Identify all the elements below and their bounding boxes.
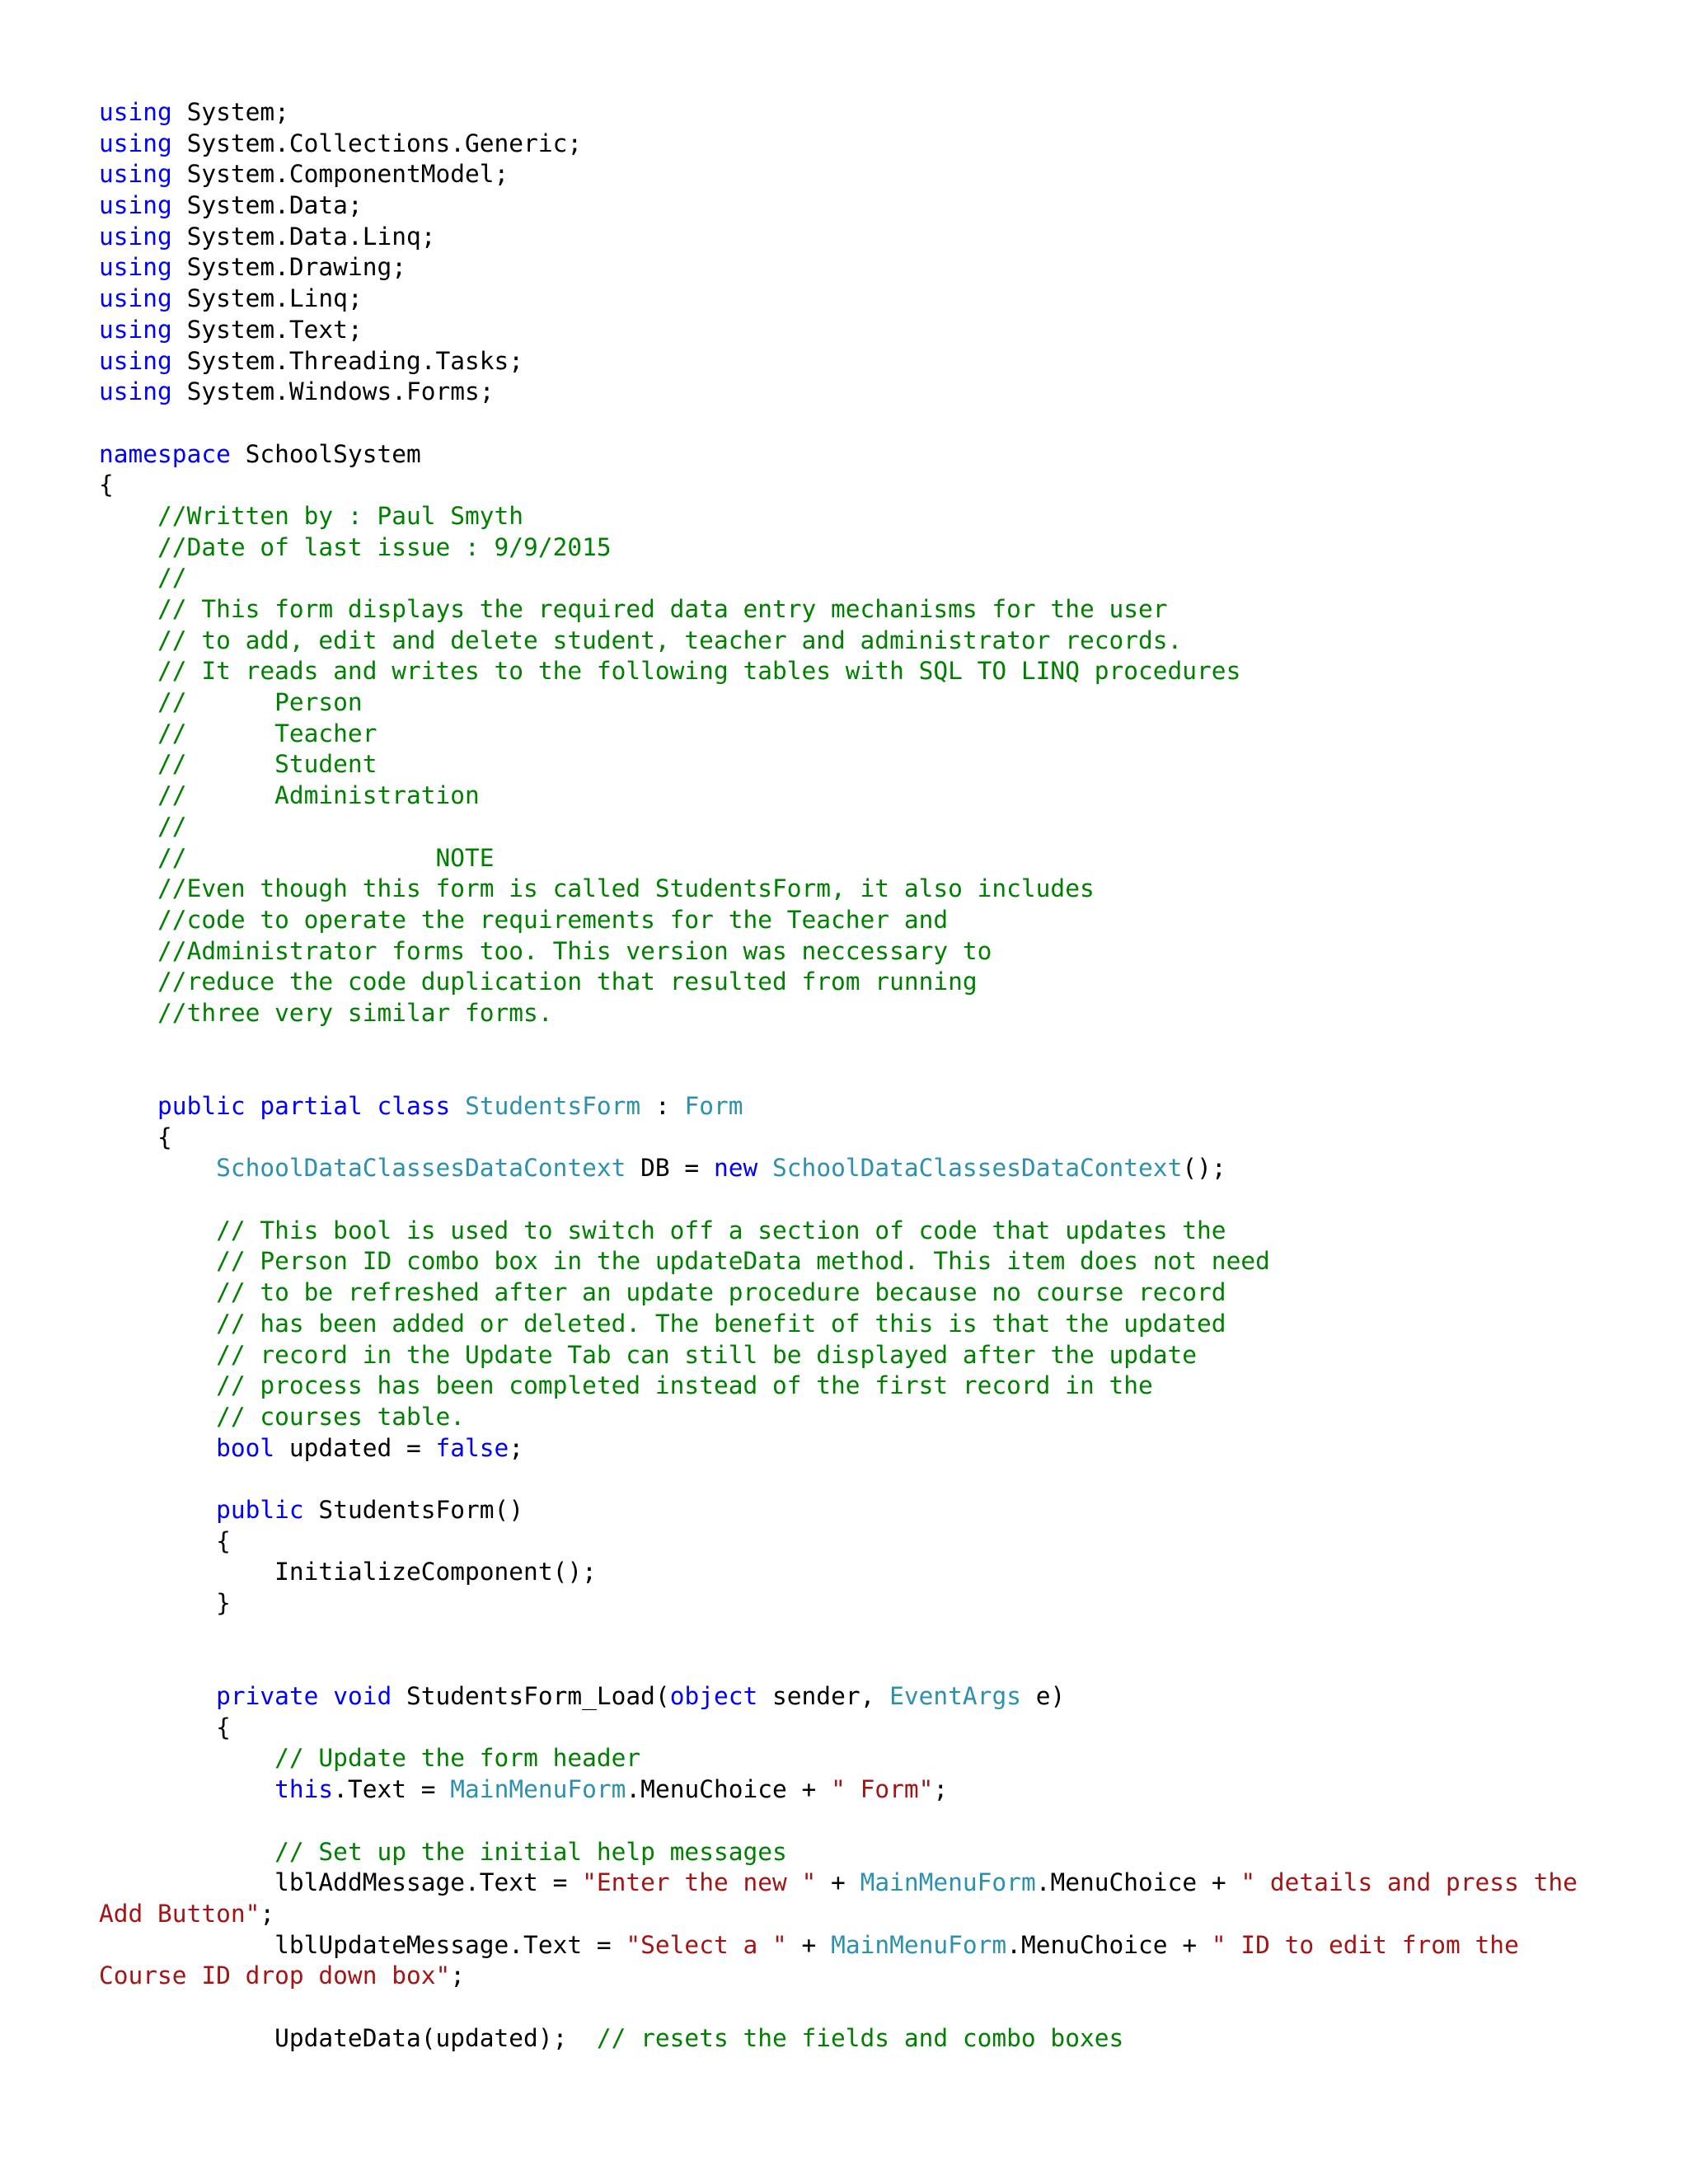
- code-text: [99, 719, 157, 748]
- code-line: [99, 780, 1578, 812]
- keyword-token: using: [99, 253, 172, 282]
- code-text: [246, 1092, 260, 1120]
- comment-token: // resets the fields and combo boxes: [596, 2023, 1124, 2052]
- keyword-token: bool: [216, 1433, 275, 1462]
- comment-token: // record in the Update Tab can still be displayed after the update: [216, 1340, 1198, 1369]
- code-text: [99, 968, 157, 996]
- code-text: [99, 1838, 274, 1866]
- code-text: [99, 937, 157, 965]
- code-line: [99, 1557, 1578, 1588]
- code-line: [99, 1029, 1578, 1061]
- code-line: [99, 346, 1578, 377]
- code-line: [99, 377, 1578, 408]
- code-text: [99, 1154, 216, 1182]
- code-line: [99, 998, 1578, 1029]
- string-token: " details and press the: [1240, 1868, 1578, 1897]
- code-line: [99, 1961, 1578, 1992]
- code-text: ;: [933, 1775, 949, 1804]
- code-line: [99, 1774, 1578, 1806]
- code-text: lblAddMessage.Text =: [99, 1868, 583, 1897]
- code-line: [99, 408, 1578, 439]
- code-text: [99, 1092, 157, 1120]
- code-line: [99, 1806, 1578, 1837]
- code-line: [99, 563, 1578, 594]
- comment-token: // has been added or deleted. The benefit of this is that the updated: [216, 1309, 1226, 1338]
- code-text: .MenuChoice +: [626, 1775, 832, 1804]
- code-text: }: [99, 1589, 231, 1617]
- code-line: [99, 190, 1578, 222]
- code-text: [99, 533, 157, 561]
- code-line: [99, 687, 1578, 719]
- code-text: System.Text;: [171, 315, 363, 344]
- code-text: {: [99, 471, 114, 499]
- code-line: [99, 1930, 1578, 1961]
- comment-token: // courses table.: [216, 1402, 466, 1431]
- string-token: "Enter the new ": [582, 1868, 817, 1897]
- code-line: [99, 1309, 1578, 1340]
- code-text: +: [816, 1868, 860, 1897]
- code-line: [99, 1650, 1578, 1681]
- code-line: [99, 749, 1578, 780]
- keyword-token: using: [99, 346, 172, 375]
- comment-token: // to add, edit and delete student, teacher and administrator records.: [157, 626, 1183, 654]
- code-text: [99, 750, 157, 778]
- code-text: [99, 813, 157, 841]
- code-line: [99, 222, 1578, 253]
- code-line: [99, 439, 1578, 471]
- comment-token: //Written by : Paul Smyth: [157, 501, 524, 530]
- string-token: Add Button": [99, 1899, 260, 1928]
- code-line: [99, 626, 1578, 657]
- code-text: System.Threading.Tasks;: [171, 346, 524, 375]
- code-line: [99, 1433, 1578, 1465]
- code-text: [99, 781, 157, 809]
- code-text: [450, 1092, 465, 1120]
- code-text: [99, 1434, 216, 1462]
- keyword-token: object: [669, 1682, 758, 1711]
- code-line: [99, 159, 1578, 190]
- type-token: MainMenuForm: [831, 1930, 1007, 1959]
- code-line: [99, 812, 1578, 843]
- code-text: [99, 626, 157, 654]
- code-line: [99, 656, 1578, 687]
- keyword-token: using: [99, 98, 172, 126]
- code-line: [99, 874, 1578, 905]
- code-line: [99, 1619, 1578, 1651]
- code-text: [99, 844, 157, 872]
- comment-token: // Person: [157, 688, 363, 717]
- code-line: [99, 501, 1578, 532]
- type-token: SchoolDataClassesDataContext: [772, 1154, 1183, 1183]
- code-line: [99, 1277, 1578, 1309]
- code-line: [99, 1184, 1578, 1216]
- code-line: [99, 1060, 1578, 1091]
- code-line: [99, 1153, 1578, 1184]
- code-text: [99, 1341, 216, 1369]
- code-line: [99, 2023, 1578, 2055]
- code-text: System.Data;: [171, 191, 363, 220]
- keyword-token: namespace: [99, 439, 231, 468]
- code-line: [99, 1526, 1578, 1558]
- keyword-token: void: [333, 1682, 392, 1711]
- comment-token: // This bool is used to switch off a section of code that updates the: [216, 1216, 1226, 1244]
- code-text: System.Collections.Generic;: [171, 129, 583, 157]
- code-text: StudentsForm_Load(: [392, 1682, 670, 1711]
- comment-token: // It reads and writes to the following tables with SQL TO LINQ procedures: [157, 657, 1241, 686]
- code-line: [99, 1371, 1578, 1402]
- code-text: SchoolSystem: [230, 439, 421, 468]
- code-text: [99, 1216, 216, 1244]
- comment-token: //Date of last issue : 9/9/2015: [157, 532, 612, 561]
- code-text: [99, 502, 157, 530]
- comment-token: // This form displays the required data entry mechanisms for the user: [157, 595, 1168, 623]
- code-line: [99, 905, 1578, 936]
- keyword-token: public: [157, 1092, 246, 1120]
- code-text: lblUpdateMessage.Text =: [99, 1930, 626, 1959]
- code-text: System.Windows.Forms;: [171, 377, 495, 406]
- comment-token: //: [157, 812, 187, 841]
- code-line: [99, 1713, 1578, 1744]
- code-text: DB =: [626, 1154, 714, 1183]
- code-line: [99, 1091, 1578, 1122]
- code-text: [99, 1682, 216, 1710]
- code-line: [99, 252, 1578, 284]
- code-text: [99, 1310, 216, 1338]
- code-line: [99, 1464, 1578, 1495]
- comment-token: // NOTE: [157, 843, 495, 872]
- type-token: SchoolDataClassesDataContext: [216, 1154, 626, 1183]
- code-line: [99, 1743, 1578, 1774]
- code-line: [99, 1837, 1578, 1868]
- type-token: MainMenuForm: [860, 1868, 1036, 1897]
- keyword-token: partial: [260, 1092, 363, 1120]
- code-line: [99, 1340, 1578, 1371]
- code-text: [99, 1775, 274, 1803]
- keyword-token: private: [216, 1682, 319, 1711]
- code-line: [99, 936, 1578, 968]
- code-text: +: [786, 1930, 832, 1959]
- code-text: System.Data.Linq;: [171, 222, 436, 251]
- code-text: [99, 1496, 216, 1524]
- keyword-token: false: [435, 1433, 509, 1462]
- code-text: [99, 999, 157, 1027]
- keyword-token: using: [99, 377, 172, 406]
- code-text: System.Drawing;: [171, 253, 406, 282]
- code-line: [99, 719, 1578, 750]
- comment-token: // Set up the initial help messages: [274, 1837, 787, 1866]
- type-token: Form: [684, 1092, 743, 1120]
- string-token: Course ID drop down box": [99, 1961, 451, 1990]
- keyword-token: using: [99, 315, 172, 344]
- comment-token: // to be refreshed after an update procedure because no course record: [216, 1278, 1226, 1307]
- code-text: UpdateData(updated);: [99, 2023, 597, 2052]
- comment-token: //three very similar forms.: [157, 998, 553, 1027]
- comment-token: // Administration: [157, 781, 480, 810]
- code-text: [99, 906, 157, 934]
- code-line: [99, 284, 1578, 315]
- code-text: [318, 1682, 333, 1710]
- comment-token: //: [157, 564, 187, 593]
- code-line: [99, 843, 1578, 874]
- code-text: [99, 1371, 216, 1399]
- code-text: [99, 874, 157, 902]
- keyword-token: using: [99, 191, 172, 220]
- code-text: {: [99, 1713, 231, 1741]
- code-line: [99, 532, 1578, 564]
- code-line: [99, 1216, 1578, 1247]
- code-text: ;: [450, 1961, 466, 1990]
- string-token: "Select a ": [626, 1930, 787, 1959]
- code-text: [99, 1247, 216, 1275]
- code-text: [99, 595, 157, 623]
- code-text: [99, 1403, 216, 1431]
- code-line: [99, 470, 1578, 501]
- code-line: [99, 967, 1578, 998]
- code-line: [99, 1681, 1578, 1713]
- keyword-token: public: [216, 1495, 304, 1524]
- keyword-token: using: [99, 284, 172, 313]
- comment-token: //code to operate the requirements for the Teacher and: [157, 905, 949, 934]
- code-text: .Text =: [333, 1775, 451, 1804]
- code-text: [99, 688, 157, 716]
- comment-token: //Even though this form is called StudentsForm, it also includes: [157, 874, 1095, 903]
- code-text: {: [99, 1526, 231, 1555]
- code-text: ;: [509, 1433, 524, 1462]
- string-token: " ID to edit from the: [1211, 1930, 1519, 1959]
- code-line: [99, 1495, 1578, 1526]
- code-text: [757, 1154, 772, 1182]
- code-line: [99, 97, 1578, 129]
- code-line: [99, 594, 1578, 626]
- code-text: updated =: [274, 1433, 436, 1462]
- comment-token: // Update the form header: [274, 1744, 641, 1773]
- comment-token: // Student: [157, 750, 377, 779]
- code-text: ;: [260, 1899, 275, 1928]
- code-text: [99, 1278, 216, 1306]
- keyword-token: using: [99, 129, 172, 157]
- string-token: " Form": [831, 1775, 934, 1804]
- code-text: :: [640, 1092, 685, 1120]
- code-text: System.Linq;: [171, 284, 363, 313]
- code-line: [99, 1402, 1578, 1433]
- code-line: [99, 1899, 1578, 1930]
- code-text: InitializeComponent();: [99, 1558, 597, 1586]
- type-token: MainMenuForm: [450, 1775, 626, 1804]
- code-line: [99, 1246, 1578, 1277]
- code-text: {: [99, 1122, 172, 1151]
- code-text: StudentsForm(): [303, 1495, 524, 1524]
- code-line: [99, 1868, 1578, 1899]
- code-text: e): [1020, 1682, 1066, 1711]
- code-line: [99, 315, 1578, 346]
- code-line: [99, 1122, 1578, 1154]
- type-token: EventArgs: [889, 1682, 1021, 1711]
- keyword-token: this: [274, 1775, 334, 1804]
- comment-token: // Teacher: [157, 719, 377, 748]
- code-line: [99, 129, 1578, 160]
- code-text: ();: [1182, 1154, 1226, 1183]
- comment-token: // process has been completed instead of the first record in the: [216, 1371, 1153, 1400]
- code-line: [99, 1588, 1578, 1619]
- type-token: StudentsForm: [465, 1092, 641, 1120]
- keyword-token: using: [99, 222, 172, 251]
- code-text: System.ComponentModel;: [171, 160, 509, 189]
- comment-token: // Person ID combo box in the updateData method. This item does not need: [216, 1247, 1270, 1276]
- code-text: [99, 1744, 274, 1772]
- comment-token: //Administrator forms too. This version was neccessary to: [157, 936, 992, 965]
- code-text: .MenuChoice +: [1035, 1868, 1241, 1897]
- code-text: System;: [171, 98, 289, 126]
- keyword-token: using: [99, 160, 172, 189]
- code-text: [99, 657, 157, 685]
- code-text: [363, 1092, 377, 1120]
- code-text: .MenuChoice +: [1006, 1930, 1212, 1959]
- keyword-token: class: [377, 1092, 451, 1120]
- code-text: [99, 564, 157, 592]
- keyword-token: new: [713, 1154, 758, 1183]
- comment-token: //reduce the code duplication that resulted from running: [157, 968, 978, 996]
- code-listing: [99, 97, 1578, 2054]
- code-text: sender,: [757, 1682, 890, 1711]
- code-line: [99, 1992, 1578, 2023]
